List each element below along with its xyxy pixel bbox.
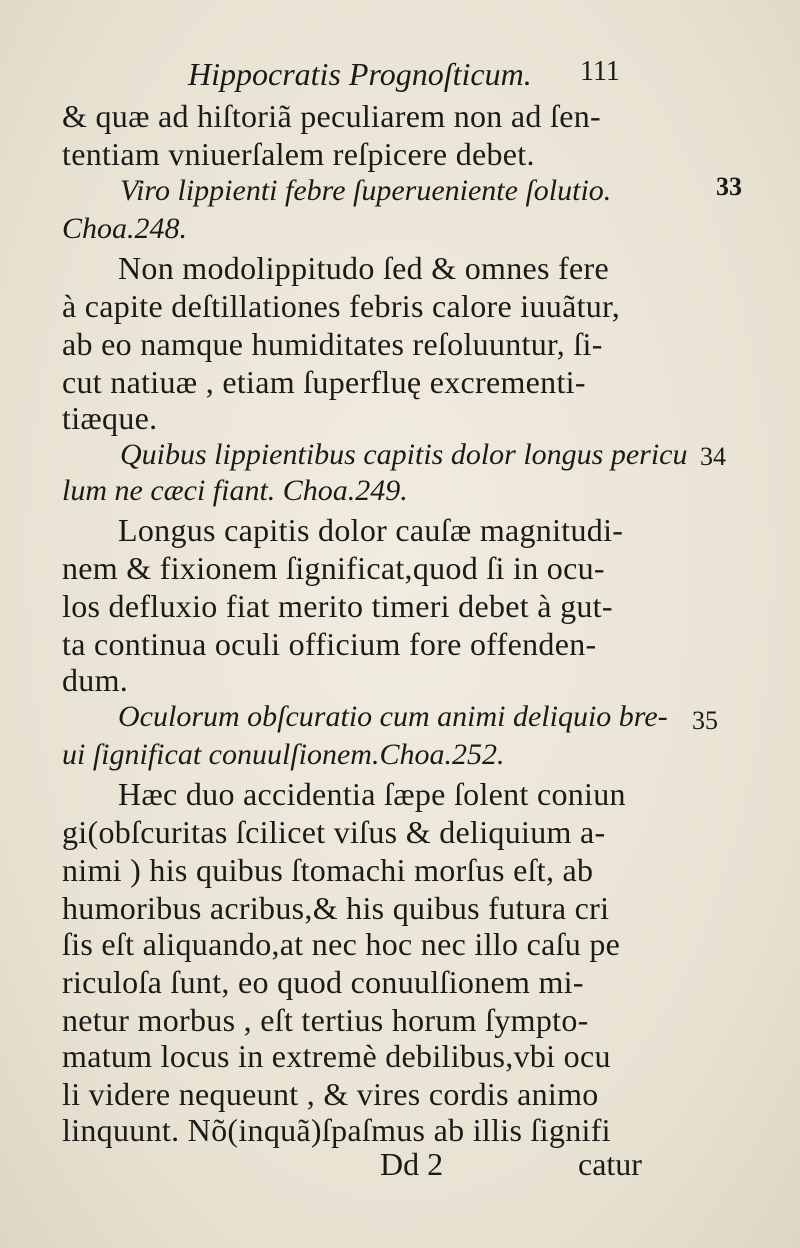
text-line: Non modolippitudo ſed & omnes fere	[118, 250, 610, 286]
text-line: netur morbus , eſt tertius horum ſympto-	[62, 1002, 589, 1038]
text-line: li videre nequeunt , & vires cordis animo	[62, 1076, 599, 1112]
catchword: catur	[578, 1146, 642, 1182]
text-line: los defluxio fiat merito timeri debet à gut-	[62, 588, 613, 624]
text-line: nem & fixionem ſignificat,quod ſi in ocu-	[62, 550, 605, 586]
text-line: tentiam vniuerſalem reſpicere debet.	[62, 136, 535, 172]
text-line: dum.	[62, 662, 129, 698]
aphorism-line: Choa.248.	[62, 212, 188, 245]
aphorism-line: Quibus lippientibus capitis dolor longus pericu	[120, 438, 688, 471]
text-line: ta continua oculi officium fore offenden-	[62, 626, 597, 662]
text-line: nimi ) his quibus ſtomachi morſus eſt, ab	[62, 852, 594, 888]
text-line: tiæque.	[62, 400, 158, 436]
text-line: gi(obſcuritas ſcilicet viſus & deliquium a-	[62, 814, 606, 850]
margin-number-34: 34	[700, 442, 726, 471]
text-line: Longus capitis dolor cauſæ magnitudi-	[118, 512, 624, 548]
text-line: matum locus in extremè debilibus,vbi ocu	[62, 1038, 611, 1074]
text-line: & quæ ad hiſtoriã peculiarem non ad ſen-	[62, 98, 601, 134]
text-line: Hæc duo accidentia ſæpe ſolent coniun	[118, 776, 626, 812]
margin-number-35: 35	[692, 706, 718, 735]
aphorism-line: lum ne cæci fiant. Choa.249.	[62, 474, 408, 507]
text-line: cut natiuæ , etiam ſuperfluę excrementi-	[62, 364, 586, 400]
text-line: linquunt. Nõ(inquã)ſpaſmus ab illis ſignifi	[62, 1112, 611, 1148]
text-line: ab eo namque humiditates reſoluuntur, ſi-	[62, 326, 603, 362]
page-number: 111	[580, 56, 620, 87]
running-head-title: Hippocratis Prognoſticum.	[188, 56, 532, 92]
aphorism-line: Viro lippienti febre ſuperueniente ſolutio.	[120, 174, 612, 207]
text-line: humoribus acribus,& his quibus futura cri	[62, 890, 610, 926]
text-line: à capite deſtillationes febris calore iuuãtur,	[62, 288, 621, 324]
margin-number-33: 33	[716, 172, 742, 201]
aphorism-line: ui ſignificat conuulſionem.Choa.252.	[62, 738, 505, 771]
text-line: ſis eſt aliquando,at nec hoc nec illo caſu pe	[62, 926, 621, 962]
text-line: riculoſa ſunt, eo quod conuulſionem mi-	[62, 964, 584, 1000]
aphorism-line: Oculorum obſcuratio cum animi deliquio bre-	[118, 700, 668, 733]
signature-mark: Dd 2	[380, 1146, 444, 1182]
